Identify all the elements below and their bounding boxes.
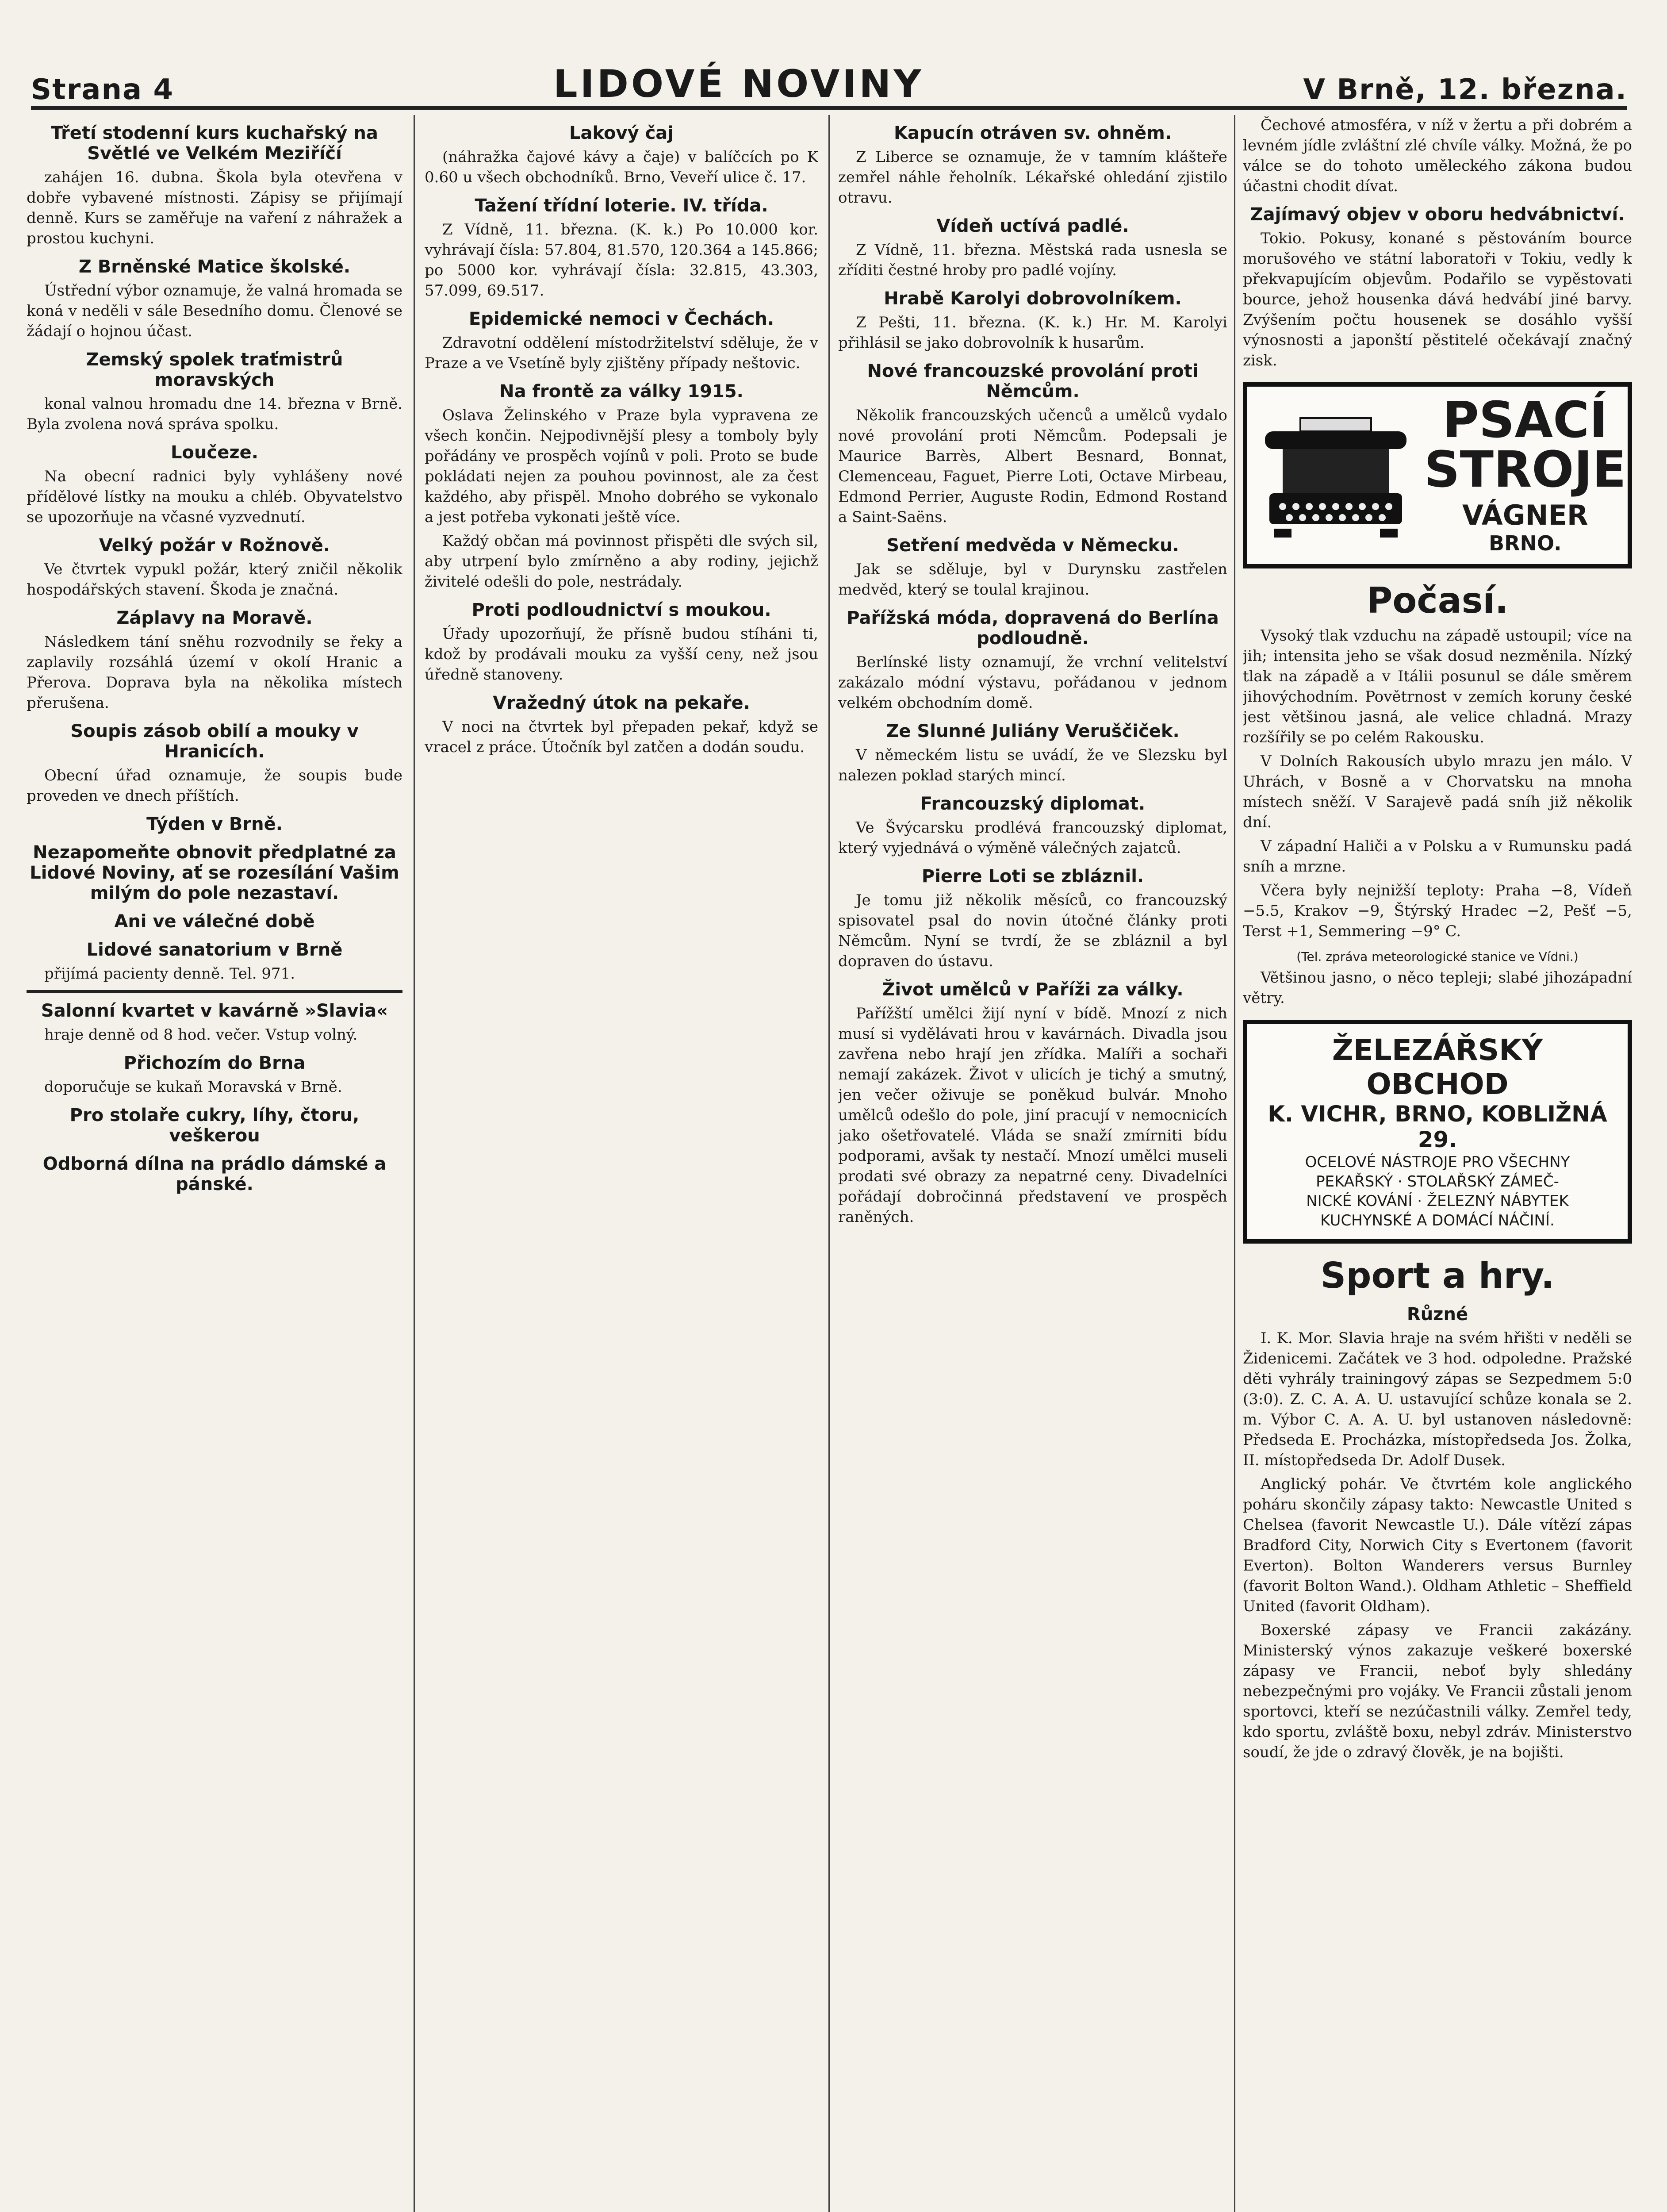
column-3 xyxy=(838,115,1227,2212)
article-text: Pařížští umělci žijí nyní v bídě. Mnozí z nich musí si vydělávati hrou v kavárnách. Divadla jsou zavřena nebo hrají jen zřídka. Malíři a sochaři nemají zakázek. Život v ulicích je tichý a smutný, jen večer oživuje se poněkud bulvár. Mnoho umělců odešlo do pole, jiní pracují v nemocnicích jako ošetřovatelé. Vláda se snaží zmírniti bídu podporami, avšak ty nestačí. Mnozí umělci museli prodati své obrazy za nepatrné ceny. Divadelníci pořádají dobročinná představení ve prospěch raněných. xyxy=(838,1005,1227,1226)
article-text: V noci na čtvrtek byl přepaden pekař, když se vracel z práce. Útočník byl zatčen a dodán soudu. xyxy=(425,718,818,756)
article-text: V německém listu se uvádí, že ve Slezsku byl nalezen poklad starých mincí. xyxy=(838,746,1227,784)
article-text: Ústřední výbor oznamuje, že valná hromada se koná v neděli v sále Besedního domu. Členové se žádají o hojnou účast. xyxy=(27,282,402,340)
sport-subheading: Různé xyxy=(1406,1304,1468,1325)
article-heading: Zemský spolek traťmistrů moravských xyxy=(86,349,343,390)
article-heading: Francouzský diplomat. xyxy=(920,794,1146,814)
classified-text: hraje denně od 8 hod. večer. Vstup volný. xyxy=(44,1026,358,1044)
classified-heading: Salonní kvartet v kavárně »Slavia« xyxy=(41,1001,388,1021)
classified-heading: Pro stolaře cukry, líhy, čtoru, veškerou xyxy=(69,1105,360,1146)
article-text: Je tomu již několik měsíců, co francouzský spisovatel psal do novin útočné články proti Němcům. Nyní se tvrdí, že se zbláznil a byl dopraven do ústavu. xyxy=(838,891,1227,970)
weather-source: (Tel. zpráva meteorologické stanice ve Vídni.) xyxy=(1296,949,1579,964)
ad-headline: ŽELEZÁŘSKÝ OBCHOD xyxy=(1332,1033,1543,1101)
article-heading: Kapucín otráven sv. ohněm. xyxy=(893,123,1172,143)
ad-text: NICKÉ KOVÁNÍ · ŽELEZNÝ NÁBYTEK xyxy=(1306,1192,1569,1210)
article-text: Jak se sděluje, byl v Durynsku zastřelen medvěd, který se toulal krajinou. xyxy=(838,561,1227,599)
article-text: Tokio. Pokusy, konané s pěstováním bource morušového ve státní laboratoři v Tokiu, vedly k překvapujícím objevům. Podařilo se vypěstovati bource, jehož housenka dává hedvábí jiné barvy. Zvýšením počtu housenek se dosáhlo vyšší výnosnosti a japonští pěstitelé očekávají značný zisk. xyxy=(1243,230,1632,369)
weather-text: V západní Haliči a v Polsku a v Rumunsku padá sníh a mrzne. xyxy=(1243,837,1632,876)
column-1 xyxy=(27,115,402,2212)
weather-text: Včera byly nejnižší teploty: Praha −8, Vídeň −5.5, Krakov −9, Štýrský Hradec −2, Pešť −5, Terst +1, Semmering −9° C. xyxy=(1243,882,1632,940)
issue-date: V Brně, 12. března. xyxy=(1303,73,1627,106)
article-heading: Epidemické nemoci v Čechách. xyxy=(468,309,774,329)
column-4 xyxy=(1243,115,1632,2212)
article-text: Úřady upozorňují, že přísně budou stíháni ti, kdož by prodávali mouku za vyšší ceny, než jsou úředně stanoveny. xyxy=(425,625,818,684)
article-text: Z Liberce se oznamuje, že v tamním klášteře zemřel náhle řeholník. Lékařské ohledání zjistilo otravu. xyxy=(838,148,1227,207)
ad-text: OCELOVÉ NÁSTROJE PRO VŠECHNY xyxy=(1305,1153,1570,1171)
notice-heading: Nezapomeňte obnovit předplatné za Lidové Noviny, ať se rozesílání Vašim milým do pole nezastaví. xyxy=(30,842,399,903)
article-heading: Loučeze. xyxy=(171,442,258,463)
ad-text: PEKAŘSKÝ · STOLAŘSKÝ ZÁMEČ- xyxy=(1316,1173,1559,1190)
article-heading: Ani ve válečné době xyxy=(114,911,315,932)
article-text: Z Vídně, 11. března. Městská rada usnesla se zříditi čestné hroby pro padlé vojíny. xyxy=(838,241,1227,279)
weather-forecast: Většinou jasno, o něco tepleji; slabé jihozápadní větry. xyxy=(1243,969,1632,1007)
ad-city: BRNO. xyxy=(1489,531,1562,555)
article-heading: Setření medvěda v Německu. xyxy=(886,535,1179,556)
article-heading: Hrabě Karolyi dobrovolníkem. xyxy=(884,288,1182,309)
article-heading: Vídeň uctívá padlé. xyxy=(936,216,1129,236)
article-text: Ve Švýcarsku prodlévá francouzský diplomat, který vyjednává o výměně válečných zajatců. xyxy=(838,819,1227,857)
column-rule xyxy=(414,115,415,2212)
article-heading: Lakový čaj xyxy=(569,123,674,143)
article-heading: Týden v Brně. xyxy=(146,814,283,834)
article-text: Berlínské listy oznamují, že vrchní velitelství zakázalo módní výstavu, pořádanou v jednom velkém obchodním domě. xyxy=(838,653,1227,712)
article-heading: Pierre Loti se zbláznil. xyxy=(921,866,1144,887)
article-text: přijímá pacienty denně. Tel. 971. xyxy=(44,965,295,983)
article-heading: Vražedný útok na pekaře. xyxy=(493,693,750,713)
classified-heading: Přichozím do Brna xyxy=(123,1053,306,1073)
ad-headline: PSACÍ xyxy=(1442,392,1608,449)
sport-text: Boxerské zápasy ve Francii zakázány. Ministerský výnos zakazuje veškeré boxerské zápasy ve Francii, neboť byly shledány nebezpečnými pro vojáky. Ve Francii zůstali jenom sportovci, kteří se nezúčastnili války. Zemřel tedy, kdo sportu, zvláště boxu, nebyl zdráv. Ministerstvo soudí, že jde o zdravý člověk, je na bojišti. xyxy=(1243,1621,1632,1761)
typewriter-illustration xyxy=(1256,405,1415,546)
sport-text: Anglický pohár. Ve čtvrtém kole anglického poháru skončily zápasy takto: Newcastle United s Chelsea (favorit Newcastle U.). Dále vítězí zápas Bradford City, Norwich City s Evertonem (favorit Everton). Bolton Wanderers versus Burnley (favorit Bolton Wand.). Oldham Athletic – Sheffield United (favorit Oldham). xyxy=(1243,1475,1632,1615)
article-text: Oslava Želinského v Praze byla vypravena ze všech končin. Nejpodivnější plesy a tomboly byly pořádány ve prospěch vojínů v poli. Proto se bude pokládati nejen za pouhou povinnost, ale za čest každého, aby přispěl. Mnoho dobrého se vykonalo a jest potřeba vykonati ještě více. xyxy=(425,407,818,526)
article-heading: Ze Slunné Juliány Veruščiček. xyxy=(886,721,1180,741)
article-text: Čechové atmosféra, v níž v žertu a při dobrém a levném jídle zvláštní zlé chvíle války. Možná, že po válce se do tohoto uměleckého zákona budou účastni chodit dívat. xyxy=(1243,116,1632,195)
weather-section-title: Počasí. xyxy=(1366,580,1509,621)
sport-section-title: Sport a hry. xyxy=(1320,1255,1555,1296)
weather-text: Vysoký tlak vzduchu na západě ustoupil; více na jih; intensita jeho se však dosud nezměnila. Nízký tlak na západě a v Itálii posunul se dále směrem jihovýchodním. Povětrnost v zemích koruny české jest většinou jasná, ale velice chladná. Mrazy rozšířily se po celém Rakousku. xyxy=(1243,627,1632,746)
ad-address: K. VICHR, BRNO, KOBLIŽNÁ 29. xyxy=(1268,1101,1607,1152)
column-rule xyxy=(1234,115,1235,2212)
article-heading: Na frontě za války 1915. xyxy=(499,381,743,402)
article-heading: Tažení třídní loterie. IV. třída. xyxy=(475,196,768,216)
ad-brand: VÁGNER xyxy=(1462,499,1588,531)
divider xyxy=(27,990,402,993)
article-text: (náhražka čajové kávy a čaje) v balíčcích po K 0.60 u všech obchodníků. Brno, Veveří ulice č. 17. xyxy=(425,148,818,186)
article-text: Několik francouzských učenců a umělců vydalo nové provolání proti Němcům. Podepsali je Maurice Barrès, Albert Besnard, Bonnat, Clemenceau, Faguet, Pierre Loti, Octave Mirbeau, Edmond Perrier, Auguste Rodin, Edmond Rostand a Saint-Saëns. xyxy=(838,407,1227,526)
article-heading: Pařížská móda, dopravená do Berlína podloudně. xyxy=(847,608,1219,649)
article-text: zahájen 16. dubna. Škola byla otevřena v dobře vybavené místnosti. Zápisy se přijímají denně. Kurs se zaměřuje na vaření z náhražek a prostou kuchyni. xyxy=(27,169,402,247)
article-heading: Lidové sanatorium v Brně xyxy=(86,940,343,960)
classified-text: doporučuje se kukaň Moravská v Brně. xyxy=(44,1078,342,1096)
article-text: konal valnou hromadu dne 14. března v Brně. Byla zvolena nová správa spolku. xyxy=(27,395,402,433)
article-text: Obecní úřad oznamuje, že soupis bude proveden ve dnech příštích. xyxy=(27,767,402,805)
masthead xyxy=(31,58,1627,110)
article-heading: Nové francouzské provolání proti Němcům. xyxy=(867,361,1199,402)
article-text: Následkem tání sněhu rozvodnily se řeky a zaplavily rozsáhlá území v okolí Hranic a Přerova. Doprava byla na několika místech přerušena. xyxy=(27,633,402,712)
article-heading: Velký požár v Rožnově. xyxy=(99,535,330,556)
article-heading: Z Brněnské Matice školské. xyxy=(78,257,351,277)
weather-text: V Dolních Rakousích ubylo mrazu jen málo. V Uhrách, v Bosně a v Chorvatsku na mnoha místech sněží. V Sarajevě padá sníh již několik dní. xyxy=(1243,753,1632,831)
column-2 xyxy=(425,115,818,2212)
article-heading: Proti podloudnictví s moukou. xyxy=(471,600,771,620)
article-text: Z Pešti, 11. března. (K. k.) Hr. M. Karolyi přihlásil se jako dobrovolník k husarům. xyxy=(838,314,1227,352)
article-text: Na obecní radnici byly vyhlášeny nové přídělové lístky na mouku a chléb. Obyvatelstvo se upozorňuje na včasné vyzvednutí. xyxy=(27,468,402,526)
sport-text: I. K. Mor. Slavia hraje na svém hřišti v neděli se Židenicemi. Začátek ve 3 hod. odpoledne. Pražské děti vyhrály trainingový zápas se Sezpedmem 5:0 (3:0). Z. C. A. A. U. ustavující schůze konala se 2. m. Výbor C. A. A. U. byl ustanoven následovně: Předseda E. Procházka, místopředseda Jos. Žolka, II. místopředseda Dr. Adolf Dusek. xyxy=(1243,1329,1632,1469)
article-heading: Život umělců v Paříži za války. xyxy=(882,979,1184,1000)
article-text: Z Vídně, 11. března. (K. k.) Po 10.000 kor. vyhrávají čísla: 57.804, 81.570, 120.364 a 145.866; po 5000 kor. vyhrávají čísla: 32.815, 43.303, 57.099, 69.517. xyxy=(425,221,818,300)
hardware-store-advertisement xyxy=(1243,1020,1632,1244)
column-rule xyxy=(828,115,830,2212)
article-heading: Zajímavý objev v oboru hedvábnictví. xyxy=(1250,204,1625,225)
article-heading: Třetí stodenní kurs kuchařský na Světlé ve Velkém Meziříčí xyxy=(51,123,378,164)
newspaper-title: LIDOVÉ NOVINY xyxy=(553,62,924,106)
article-text: Každý občan má povinnost přispěti dle svých sil, aby utrpení bylo zmírněno a aby rodiny, jejichž živitelé odešli do pole, nestrádaly. xyxy=(425,532,818,591)
ad-text: KUCHYNSKÉ A DOMÁCÍ NÁČINÍ. xyxy=(1320,1212,1555,1229)
article-text: Ve čtvrtek vypukl požár, který zničil několik hospodářských stavení. Škoda je značná. xyxy=(27,561,402,599)
page-number: Strana 4 xyxy=(31,73,174,106)
article-heading: Záplavy na Moravě. xyxy=(116,608,313,628)
ad-headline: STROJE xyxy=(1424,441,1626,499)
article-heading: Soupis zásob obilí a mouky v Hranicích. xyxy=(70,721,359,762)
classified-heading: Odborná dílna na prádlo dámské a pánské. xyxy=(42,1154,387,1194)
article-text: Zdravotní oddělení místodržitelství sděluje, že v Praze a ve Vsetíně byly zjištěny případy neštovic. xyxy=(425,334,818,372)
typewriter-advertisement xyxy=(1243,382,1632,568)
